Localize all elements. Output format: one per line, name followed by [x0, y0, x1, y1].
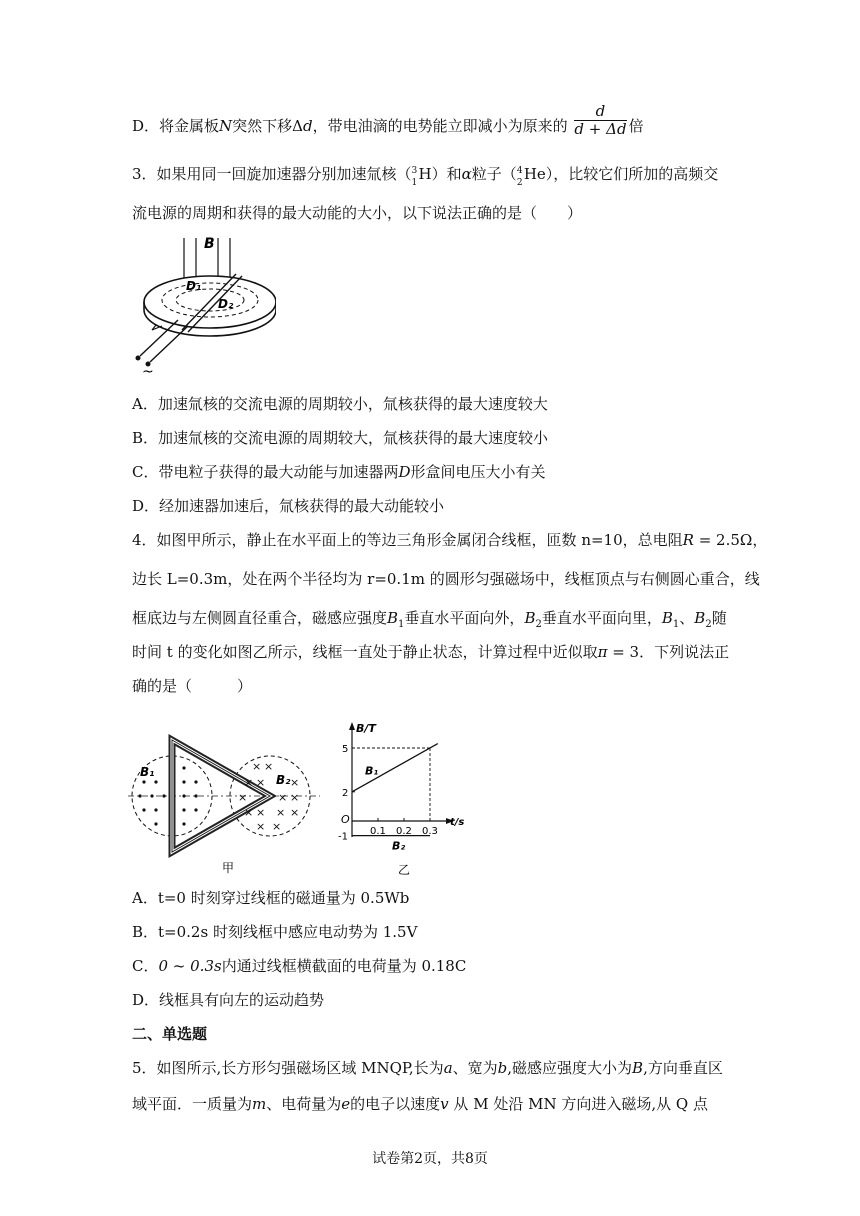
q4-option-a: A．t=0 时刻穿过线框的磁通量为 0.5Wb	[132, 889, 410, 907]
triton-mass: 3	[411, 166, 418, 176]
q4-stem-line-2: 边长 L=0.3m，处在两个半径均为 r=0.1m 的圆形匀强磁场中，线框顶点与右侧圆心重合，线	[132, 570, 760, 588]
q3-text-d: ），比较它们所加的高频交	[545, 165, 719, 183]
svg-text:×: ×	[252, 760, 262, 773]
series-b2-label: B₂	[392, 839, 406, 853]
svg-text:×: ×	[244, 806, 254, 819]
section-title-single-choice: 二、单选题	[132, 1025, 208, 1043]
q3-optc-var-d: D	[398, 463, 411, 481]
fig-yi-caption: 乙	[398, 863, 411, 877]
q5-var-v: v	[440, 1095, 449, 1113]
x-axis-label: t/s	[450, 817, 465, 828]
q5-text-2a: 域平面．一质量为	[132, 1095, 253, 1113]
q4-b1-subscript: 1	[398, 619, 405, 630]
q5-text-1d: ,方向垂直区	[643, 1059, 723, 1077]
x-tick-label: 0.3	[422, 826, 438, 837]
svg-text:×: ×	[238, 791, 248, 804]
q3-text-c: 粒子（	[471, 165, 517, 183]
fig-jia-caption: 甲	[222, 861, 235, 874]
svg-text:×: ×	[278, 791, 288, 804]
y-tick-label: -1	[338, 831, 348, 843]
series-b1-label: B₁	[365, 764, 379, 778]
triton-charge: 1	[411, 178, 418, 188]
q5-text-2c: 的电子以速度	[350, 1095, 441, 1113]
figure-yi-chart	[328, 716, 478, 878]
svg-text:×: ×	[244, 776, 254, 789]
q2-optd-var-d: d	[303, 117, 313, 135]
q4-var-b2: B	[524, 609, 536, 627]
q4-text-4a: 时间 t 的变化如图乙所示，线框一直处于静止状态，计算过程中近似取	[132, 643, 598, 661]
alpha-charge: 2	[516, 178, 523, 188]
q5-text-1a: 5．如图所示,长方形匀强磁场区域 MNQP,长为	[132, 1059, 444, 1077]
q3-stem-line-1	[132, 164, 719, 188]
q5-stem-line-1	[132, 1058, 723, 1078]
alpha-element: He	[523, 165, 546, 183]
svg-text:×: ×	[256, 806, 266, 819]
q3-optc-text-1: C．带电粒子获得的最大动能与加速器两	[132, 463, 399, 481]
svg-text:×: ×	[290, 791, 300, 804]
q4-stem-line-4	[132, 642, 729, 662]
q5-text-2b: 、电荷量为	[266, 1095, 342, 1113]
q5-stem-line-2	[132, 1094, 708, 1114]
q3-option-b: B．加速氚核的交流电源的周期较大，氚核获得的最大速度较小	[132, 429, 549, 447]
q4-optc-range: 0 ~ 0.3s	[158, 957, 222, 975]
q3-option-a: A．加速氚核的交流电源的周期较小，氚核获得的最大速度较大	[132, 395, 548, 413]
q2-option-d	[132, 101, 644, 138]
q4-text-3e: 随	[711, 609, 727, 627]
q5-var-m: m	[252, 1095, 267, 1113]
q4-b1-subscript-again: 1	[672, 619, 680, 630]
y-tick-label: 2	[342, 787, 349, 799]
q3-optc-text-2: 形盒间电压大小有关	[410, 463, 546, 481]
q4-stem-line-5: 确的是（ ）	[132, 677, 253, 695]
q4-stem-line-1	[132, 530, 767, 550]
q4-text-1b: = 2.5Ω，	[693, 531, 768, 549]
q4-optc-text-2: 内通过线框横截面的电荷量为 0.18C	[221, 957, 467, 975]
svg-text:×: ×	[256, 776, 266, 789]
fig-d1-label: D₁	[186, 279, 202, 293]
y-axis-label: B/T	[356, 722, 376, 735]
triton-symbol: H	[418, 165, 432, 183]
triton-notation	[411, 164, 432, 188]
q4-optc-text-1: C．	[132, 957, 159, 975]
ac-symbol: ~	[142, 364, 154, 380]
q4-text-3c: 垂直水平面向里，	[541, 609, 662, 627]
x-tick-label: 0.2	[396, 826, 412, 837]
fig-b2-label: B₂	[276, 773, 291, 787]
q4-b2-subscript-again: 2	[705, 619, 712, 630]
origin-label: O	[341, 813, 350, 826]
figure-jia	[126, 734, 322, 874]
q2-optd-text-1: D．将金属板	[132, 117, 220, 135]
q4-stem-line-3	[132, 608, 727, 635]
q2-optd-var-n: N	[219, 117, 233, 135]
y-tick-label: 5	[342, 744, 349, 755]
q3-stem-line-2: 流电源的周期和获得的最大动能的大小，以下说法正确的是（ ）	[132, 204, 583, 222]
q2-optd-text-3: ，带电油滴的电势能立即减小为原来的	[312, 117, 568, 135]
page-footer: 试卷第2页，共8页	[372, 1151, 488, 1167]
svg-text:×: ×	[264, 760, 274, 773]
q5-var-a: a	[443, 1059, 453, 1077]
svg-text:×: ×	[272, 820, 282, 833]
q4-var-pi: π	[597, 643, 608, 661]
q5-text-1c: ,磁感应强度大小为	[507, 1059, 633, 1077]
fraction-numerator: d	[574, 103, 626, 121]
cyclotron-figure	[126, 230, 276, 380]
q2-optd-text-2: 突然下移Δ	[232, 117, 303, 135]
q4-text-1a: 4．如图甲所示，静止在水平面上的等边三角形金属闭合线框，匝数 n=10，总电阻	[132, 531, 683, 549]
fig-b1-label: B₁	[140, 765, 155, 779]
alpha-mass: 4	[516, 166, 523, 176]
q5-var-e: e	[341, 1095, 351, 1113]
q5-var-bfield: B	[632, 1059, 644, 1077]
q4-option-d: D．线框具有向左的运动趋势	[132, 991, 325, 1009]
q4-text-3b: 垂直水平面向外，	[404, 609, 525, 627]
y-axis-arrow	[349, 722, 355, 730]
q4-b2-subscript: 2	[535, 619, 542, 630]
q4-var-b1: B	[387, 609, 399, 627]
x-tick-label: 0.1	[370, 826, 386, 837]
q4-option-c	[132, 956, 466, 976]
svg-text:×: ×	[290, 776, 300, 789]
q5-var-b: b	[497, 1059, 508, 1077]
q4-option-b: B．t=0.2s 时刻线框中感应电动势为 1.5V	[132, 923, 418, 941]
q2-optd-text-4: 倍	[628, 117, 644, 135]
fig-d2-label: D₂	[218, 297, 234, 311]
alpha-symbol: α	[461, 165, 472, 183]
svg-text:×: ×	[276, 806, 286, 819]
svg-text:×: ×	[290, 806, 300, 819]
q2-fraction	[574, 103, 626, 138]
svg-text:×: ×	[256, 820, 266, 833]
q5-text-2d: 从 M 处沿 MN 方向进入磁场,从 Q 点	[448, 1095, 708, 1113]
q4-var-r: R	[682, 531, 694, 549]
q3-text-a: 3．如果用同一回旋加速器分别加速氚核（	[132, 165, 412, 183]
q4-var-b1-again: B	[661, 609, 673, 627]
q5-text-1b: 、宽为	[452, 1059, 498, 1077]
q4-text-3a: 框底边与左侧圆直径重合，磁感应强度	[132, 609, 388, 627]
q4-var-b2-again: B	[694, 609, 706, 627]
q3-option-c	[132, 462, 546, 482]
q3-option-d: D．经加速器加速后，氚核获得的最大动能较小	[132, 497, 445, 515]
fig-b-label: B	[204, 236, 215, 252]
q4-text-4b: = 3．下列说法正	[607, 643, 730, 661]
fraction-denominator: d + Δd	[574, 119, 627, 138]
q4-text-3d: 、	[679, 609, 695, 627]
q3-text-b: ）和	[431, 165, 462, 183]
alpha-notation	[516, 164, 546, 188]
